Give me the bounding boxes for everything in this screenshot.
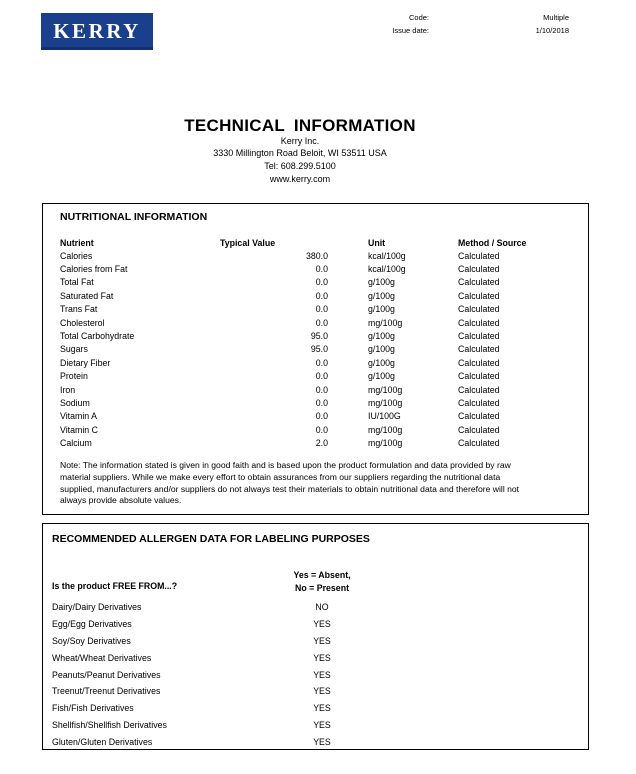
unit-value: kcal/100g: [368, 264, 406, 275]
typical-value: 0.0: [315, 397, 328, 408]
nutrition-row: [60, 249, 578, 262]
nutrient-name: Calcium: [60, 438, 92, 449]
unit-value: g/100g: [368, 357, 395, 368]
unit-header: Unit: [368, 238, 386, 248]
typical-value: 0.0: [315, 371, 328, 382]
allergen-row: [52, 666, 392, 683]
unit-value: IU/100G: [368, 411, 401, 422]
allergen-question: Is the product FREE FROM...?: [52, 581, 178, 591]
nutrition-row: [60, 410, 578, 423]
method-header: Method / Source: [458, 238, 527, 248]
unit-value: g/100g: [368, 277, 395, 288]
nutrient-name: Total Carbohydrate: [60, 331, 135, 342]
nutrition-row: [60, 370, 578, 383]
allergen-status: NO: [315, 602, 329, 613]
nutrient-name: Total Fat: [60, 277, 94, 288]
nutrition-row: [60, 383, 578, 396]
unit-value: g/100g: [368, 304, 395, 315]
nutrient-name: Iron: [60, 384, 76, 395]
unit-value: g/100g: [368, 290, 395, 301]
method-value: Calculated: [458, 331, 500, 342]
allergen-name: Soy/Soy Derivatives: [52, 635, 131, 646]
allergen-status: YES: [313, 669, 331, 680]
allergen-row: [52, 649, 392, 666]
allergen-name: Wheat/Wheat Derivatives: [52, 652, 152, 663]
typical-value: 0.0: [315, 411, 328, 422]
nutrition-row: [60, 276, 578, 289]
nutrient-name: Saturated Fat: [60, 290, 114, 301]
allergen-name: Shellfish/Shellfish Derivatives: [52, 719, 167, 730]
method-value: Calculated: [458, 304, 500, 315]
allergen-row: [52, 717, 392, 734]
nutrition-row: [60, 262, 578, 275]
allergen-status: YES: [313, 652, 331, 663]
method-value: Calculated: [458, 384, 500, 395]
nutrition-row: [60, 436, 578, 449]
typical-value: 0.0: [315, 290, 328, 301]
unit-value: mg/100g: [368, 317, 403, 328]
nutrition-row: [60, 289, 578, 302]
allergen-name: Fish/Fish Derivatives: [52, 703, 134, 714]
allergen-name: Gluten/Gluten Derivatives: [52, 736, 153, 747]
method-value: Calculated: [458, 317, 500, 328]
method-value: Calculated: [458, 438, 500, 449]
allergen-status: YES: [313, 719, 331, 730]
company-address: 3330 Millington Road Beloit, WI 53511 USA: [213, 148, 387, 158]
allergen-row: [52, 616, 392, 633]
allergen-legend: [252, 569, 392, 599]
nutrition-row: [60, 396, 578, 409]
allergen-name: Peanuts/Peanut Derivatives: [52, 669, 161, 680]
allergen-legend-yes: Yes = Absent,: [293, 570, 351, 580]
allergen-table: [52, 569, 392, 750]
page-title: TECHNICAL INFORMATION: [184, 116, 416, 135]
unit-value: g/100g: [368, 371, 395, 382]
method-value: Calculated: [458, 371, 500, 382]
method-value: Calculated: [458, 250, 500, 261]
code-label: Code:: [408, 13, 429, 22]
nutrition-table: [60, 237, 578, 450]
allergen-row: [52, 700, 392, 717]
typical-value: 0.0: [315, 424, 328, 435]
method-value: Calculated: [458, 424, 500, 435]
nutrition-row: [60, 303, 578, 316]
allergen-row: [52, 599, 392, 616]
typical-value: 0.0: [315, 277, 328, 288]
typical-value: 0.0: [315, 264, 328, 275]
nutrition-note: Note: The information stated is given in good faith and is based upon the product formulation and data provided by raw material suppliers. While we make every effort to obtain assurances from our suppliers regarding the nutritional data supplied, manufacturers and/or suppliers do not always test their materials to obtain nutritional data and therefore will not always provide absolute values.: [60, 460, 520, 506]
method-value: Calculated: [458, 264, 500, 275]
allergen-row: [52, 633, 392, 650]
kerry-logo: KERRY: [41, 13, 153, 50]
allergen-status: YES: [313, 703, 331, 714]
nutrition-section: [42, 203, 589, 515]
allergen-title: RECOMMENDED ALLERGEN DATA FOR LABELING PURPOSES: [52, 533, 370, 545]
typical-value-header: Typical Value: [220, 238, 276, 248]
nutrient-name: Sodium: [60, 397, 90, 408]
allergen-section: [42, 523, 589, 750]
allergen-status: YES: [313, 736, 331, 747]
unit-value: mg/100g: [368, 438, 403, 449]
code-value: Multiple: [543, 13, 569, 22]
allergen-name: Treenut/Treenut Derivatives: [52, 686, 161, 697]
allergen-name: Dairy/Dairy Derivatives: [52, 602, 142, 613]
method-value: Calculated: [458, 290, 500, 301]
issue-date-label: Issue date:: [392, 26, 429, 35]
nutrient-name: Sugars: [60, 344, 88, 355]
allergen-row: [52, 683, 392, 700]
allergen-status: YES: [313, 686, 331, 697]
typical-value: 95.0: [310, 344, 328, 355]
nutrient-name: Trans Fat: [60, 304, 98, 315]
method-value: Calculated: [458, 397, 500, 408]
typical-value: 0.0: [315, 317, 328, 328]
nutrient-name: Protein: [60, 371, 88, 382]
nutrient-name: Cholesterol: [60, 317, 105, 328]
allergen-status: YES: [313, 619, 331, 630]
company-name: Kerry Inc.: [280, 136, 320, 146]
unit-value: mg/100g: [368, 424, 403, 435]
typical-value: 380.0: [305, 250, 328, 261]
nutrient-name: Calories from Fat: [60, 264, 128, 275]
issue-date-value: 1/10/2018: [535, 26, 569, 35]
typical-value: 0.0: [315, 304, 328, 315]
method-value: Calculated: [458, 411, 500, 422]
typical-value: 0.0: [315, 384, 328, 395]
nutrition-row: [60, 356, 578, 369]
typical-value: 0.0: [315, 357, 328, 368]
unit-value: kcal/100g: [368, 250, 406, 261]
nutrition-row: [60, 423, 578, 436]
allergen-name: Egg/Egg Derivatives: [52, 619, 132, 630]
nutrition-row: [60, 316, 578, 329]
unit-value: mg/100g: [368, 397, 403, 408]
unit-value: g/100g: [368, 331, 395, 342]
typical-value: 95.0: [310, 331, 328, 342]
unit-value: mg/100g: [368, 384, 403, 395]
nutrient-name: Dietary Fiber: [60, 357, 111, 368]
typical-value: 2.0: [315, 438, 328, 449]
allergen-row: [52, 733, 392, 750]
nutrient-header: Nutrient: [60, 238, 94, 248]
nutrition-row: [60, 329, 578, 342]
method-value: Calculated: [458, 277, 500, 288]
nutrient-name: Vitamin A: [60, 411, 97, 422]
allergen-legend-no: No = Present: [294, 582, 350, 593]
company-website: www.kerry.com: [269, 174, 331, 184]
nutrient-name: Calories: [60, 250, 93, 261]
unit-value: g/100g: [368, 344, 395, 355]
method-value: Calculated: [458, 344, 500, 355]
nutrient-name: Vitamin C: [60, 424, 98, 435]
method-value: Calculated: [458, 357, 500, 368]
allergen-header-row: [52, 569, 392, 599]
nutrition-title: NUTRITIONAL INFORMATION: [60, 211, 208, 223]
nutrition-row: [60, 343, 578, 356]
company-phone: Tel: 608.299.5100: [264, 161, 336, 171]
allergen-status: YES: [313, 635, 331, 646]
nutrition-header-row: [60, 237, 578, 249]
